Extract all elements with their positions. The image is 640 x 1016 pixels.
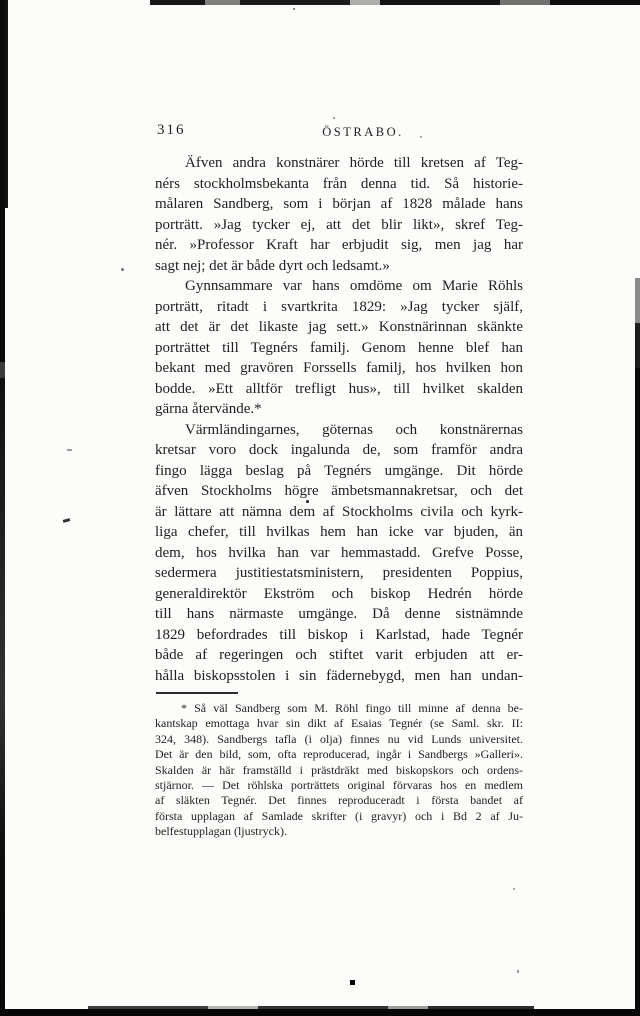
text-line: Gynnsammare var hans omdöme om Marie Röhls bbox=[185, 278, 523, 294]
text-line: kantskap emottaga hvar sin dikt af Esaias Tegnér (se Saml. skr. II: bbox=[155, 716, 523, 731]
text-line: Skalden är här framställd i prästdräkt med biskopskors och ordens- bbox=[155, 762, 523, 777]
text-line: Det är den bild, som, ofta reproducerad, ingår i Sandbergs »Galleri». bbox=[155, 747, 523, 762]
text-line: kretsar voro dock ingalunda de, som framför andra bbox=[155, 442, 523, 458]
paragraph bbox=[155, 701, 523, 840]
page-content bbox=[155, 122, 523, 840]
paragraph bbox=[155, 276, 523, 420]
scan-edge-top bbox=[150, 0, 640, 5]
text-line: porträtt. »Jag tycker ej, att det blir likt», skref Teg- bbox=[155, 216, 523, 233]
scan-speck bbox=[63, 518, 71, 523]
scan-speck bbox=[350, 980, 355, 985]
scan-speck bbox=[333, 117, 335, 119]
footnote-divider bbox=[156, 692, 238, 694]
scan-speck bbox=[121, 268, 124, 271]
text-line: hålla biskopsstolen i sin fädernebygd, men han undan- bbox=[155, 667, 523, 684]
text-line: Äfven andra konstnärer hörde till kretsen af Teg- bbox=[185, 155, 523, 171]
text-line: dem, hos hvilka han var hemmastadd. Grefve Posse, bbox=[155, 544, 523, 561]
text-line: första upplagan af Samlade skrifter (i gravyr) och i Bd 2 af Ju- bbox=[155, 808, 523, 823]
text-line: 1829 befordrades till biskop i Karlstad, hade Tegnér bbox=[155, 626, 523, 643]
text-line: till hans närmaste umgänge. Då denne sistnämnde bbox=[155, 606, 523, 622]
text-line: porträttet till Tegnérs familj. Genom henne blef han bbox=[155, 339, 523, 356]
scan-speck bbox=[513, 888, 515, 890]
scan-speck bbox=[293, 8, 295, 10]
text-line: af släkten Tegnér. Det finnes reproduceradt i första bandet af bbox=[155, 793, 523, 808]
page-header bbox=[155, 122, 523, 139]
text-line: generaldirektör Ekström och biskop Hedrén hörde bbox=[155, 585, 523, 602]
text-line: bodde. »Ett alltför trefligt hus», till hvilket skalden bbox=[155, 380, 523, 397]
text-line: att det är det likaste jag sett.» Konstnärinnan skänkte bbox=[155, 319, 523, 335]
footnote-text bbox=[155, 701, 523, 840]
text-line: är lättare att nämna dem af Stockholms civila och kyrk- bbox=[155, 503, 523, 520]
text-line: målaren Sandberg, som i början af 1828 målade hans bbox=[155, 196, 523, 212]
paragraph bbox=[155, 153, 523, 276]
text-line: bekant med gravören Forssells familj, hos hvilken hon bbox=[155, 360, 523, 376]
text-line: stjärnor. — Det röhlska porträttets original förvaras hos en medlem bbox=[155, 778, 523, 793]
body-text bbox=[155, 153, 523, 686]
paragraph bbox=[155, 420, 523, 687]
scan-edge-right bbox=[635, 278, 640, 1016]
text-line: både af regeringen och stiftet varit erbjuden att er- bbox=[155, 647, 523, 663]
text-line: liga chefer, till hvilkas hem han icke var bjuden, än bbox=[155, 524, 523, 540]
scan-speck bbox=[67, 449, 72, 451]
text-line: porträtt, ritadt i svartkrita 1829: »Jag tycker själf, bbox=[155, 298, 523, 315]
text-line: Värmländingarnes, göternas och konstnärernas bbox=[185, 421, 523, 438]
scan-edge-left-wide bbox=[5, 0, 8, 208]
text-line: äfven Stockholms högre ämbetsmannakretsar, och det bbox=[155, 483, 523, 499]
scan-speck bbox=[517, 970, 519, 973]
text-line: belfestupplagan (ljustryck). bbox=[155, 824, 287, 839]
scan-edge-bottom-partial bbox=[88, 1006, 534, 1009]
text-line: gärna återvände.* bbox=[155, 401, 262, 417]
page-number: 316 bbox=[157, 122, 186, 138]
text-line: nérs stockholmsbekanta från denna tid. Så historie- bbox=[155, 175, 523, 192]
text-line: nér. »Professor Kraft har erbjudit sig, men jag har bbox=[155, 237, 523, 253]
text-line: sagt nej; det är både dyrt och ledsamt.» bbox=[155, 257, 390, 274]
text-line: 324, 348). Sandbergs tafla (i olja) finnes nu vid Lunds universitet. bbox=[155, 731, 523, 746]
running-title: ÖSTRABO. bbox=[322, 125, 404, 139]
text-line: fingo lägga beslag på Tegnérs umgänge. Dit hörde bbox=[155, 462, 523, 479]
text-line: sedermera justitiestatsministern, presidenten Poppius, bbox=[155, 565, 523, 581]
scan-edge-bottom bbox=[0, 1009, 640, 1016]
text-line: * Så väl Sandberg som M. Röhl fingo till minne af denna be- bbox=[181, 701, 523, 715]
